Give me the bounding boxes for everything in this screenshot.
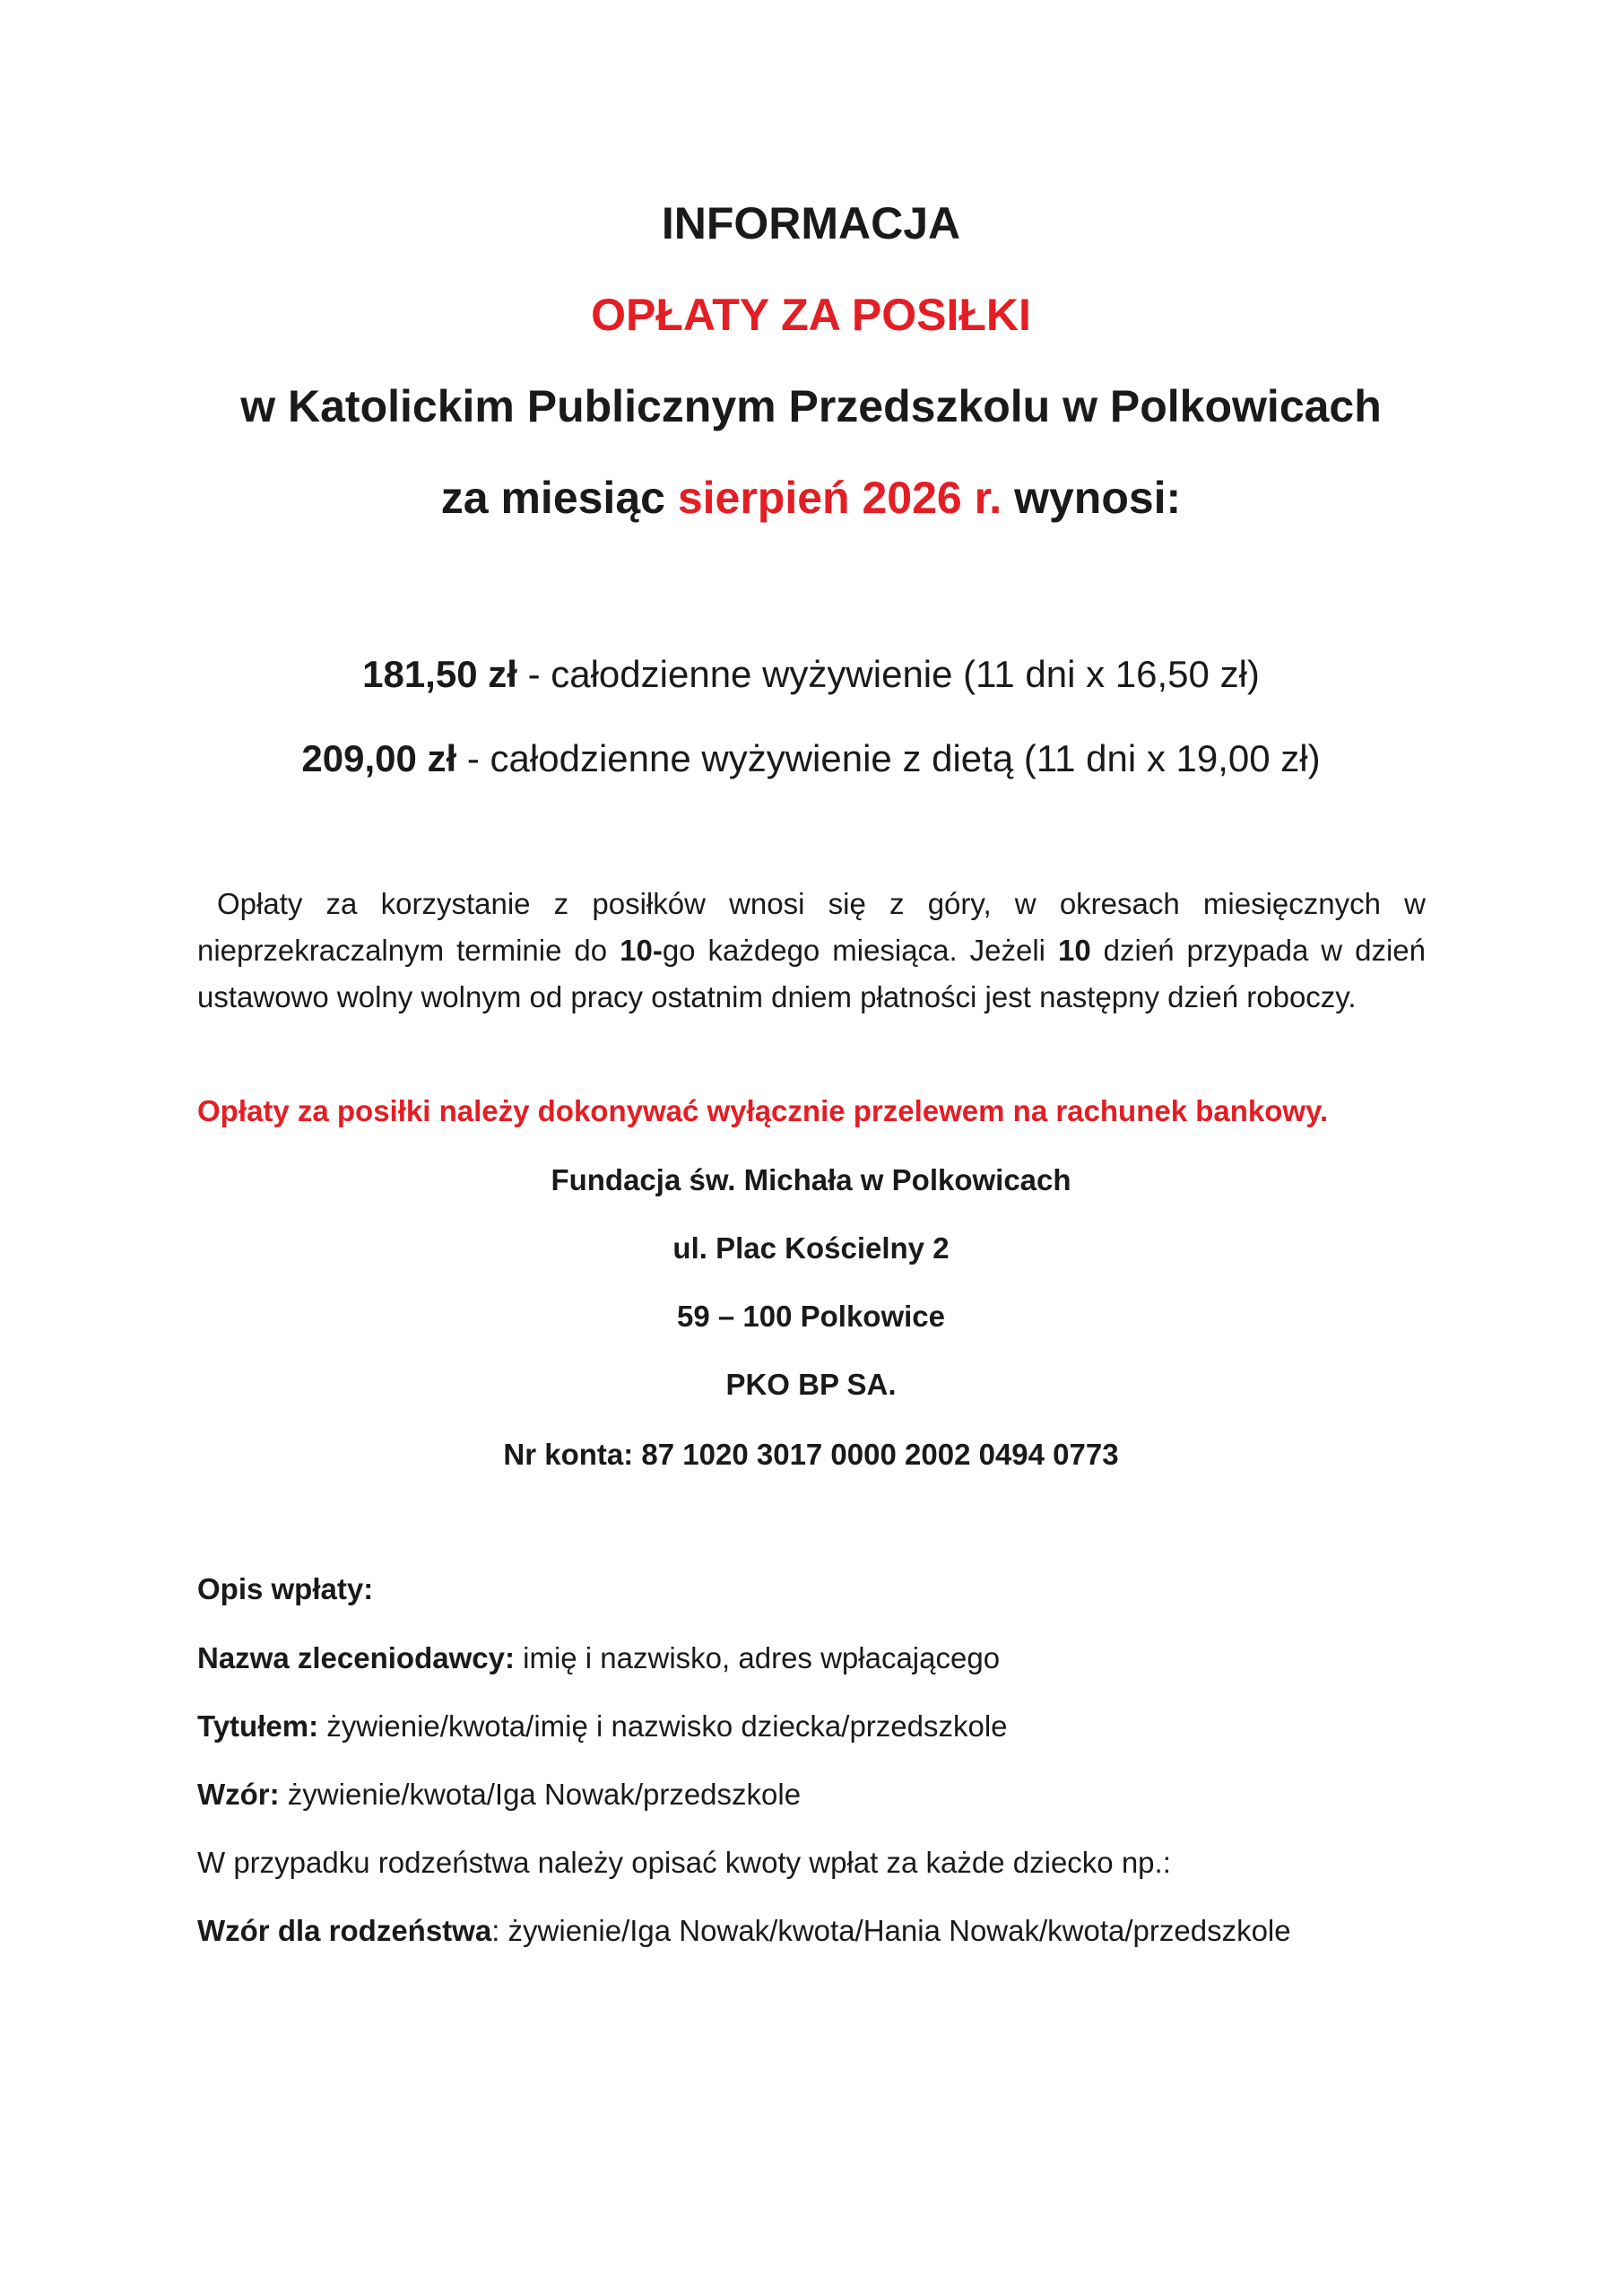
fee-line-standard xyxy=(0,653,1622,696)
heading-institution: w Katolickim Publicznym Przedszkolu w Polkowicach xyxy=(240,381,1382,431)
payment-terms-paragraph xyxy=(197,881,1426,1021)
heading-month-suffix: wynosi: xyxy=(1002,473,1182,523)
siblings-note: W przypadku rodzeństwa należy opisać kwoty wpłat za każde dziecko np.: xyxy=(197,1846,1171,1879)
row-label: Wzór dla rodzeństwa xyxy=(197,1914,492,1947)
row-text: : żywienie/Iga Nowak/kwota/Hania Nowak/kwota/przedszkole xyxy=(491,1914,1291,1947)
bank-recipient-street: ul. Plac Kościelny 2 xyxy=(672,1231,950,1265)
row-label: Tytułem: xyxy=(197,1709,319,1743)
fee-description: - całodzienne wyżywienie (11 dni x 16,50 zł) xyxy=(516,653,1260,695)
bank-account-number: Nr konta: 87 1020 3017 0000 2002 0494 0773 xyxy=(503,1438,1119,1471)
payment-terms-deadline: 10- xyxy=(620,934,663,967)
payment-terms-text: Opłaty za korzystanie z posiłków wnosi się z góry, w okresach miesięcznych w nieprzekraczalnym terminie do xyxy=(197,887,1426,967)
bank-recipient-city: 59 – 100 Polkowice xyxy=(676,1300,945,1333)
row-label: Wzór: xyxy=(197,1778,280,1811)
row-text: żywienie/kwota/imię i nazwisko dziecka/przedszkole xyxy=(318,1709,1008,1743)
bank-recipient-name: Fundacja św. Michała w Polkowicach xyxy=(551,1163,1071,1196)
row-text: żywienie/kwota/Iga Nowak/przedszkole xyxy=(279,1778,802,1811)
payment-description-row xyxy=(197,1641,1453,1675)
payment-terms-text: go każdego miesiąca. Jeżeli xyxy=(662,934,1058,967)
payment-terms-text: dzień przypada w dzień ustawowo wolny wolnym od pracy ostatnim dniem płatności jest następny dzień roboczy. xyxy=(197,934,1426,1013)
fee-amount: 209,00 zł xyxy=(301,737,457,779)
heading-oplaty: OPŁATY ZA POSIŁKI xyxy=(591,290,1031,340)
heading-month-value: sierpień 2026 r. xyxy=(677,473,1002,523)
heading-month-prefix: za miesiąc xyxy=(440,473,678,523)
siblings-example xyxy=(197,1914,1453,1948)
payment-terms-day: 10 xyxy=(1057,934,1091,967)
bank-name: PKO BP SA. xyxy=(725,1368,897,1401)
fee-description: - całodzienne wyżywienie z dietą (11 dni x 19,00 zł) xyxy=(456,737,1321,779)
payment-description-title: Opis wpłaty: xyxy=(197,1572,374,1605)
payment-method-warning: Opłaty za posiłki należy dokonywać wyłącznie przelewem na rachunek bankowy. xyxy=(197,1094,1329,1127)
payment-description-row xyxy=(197,1709,1453,1744)
payment-description-row xyxy=(197,1778,1453,1812)
row-label: Nazwa zleceniodawcy: xyxy=(197,1641,515,1674)
fee-line-diet xyxy=(0,737,1622,780)
heading-informacja: INFORMACJA xyxy=(661,198,961,248)
heading-month xyxy=(0,472,1622,524)
row-text: imię i nazwisko, adres wpłacającego xyxy=(514,1641,1001,1674)
fee-amount: 181,50 zł xyxy=(362,653,517,695)
